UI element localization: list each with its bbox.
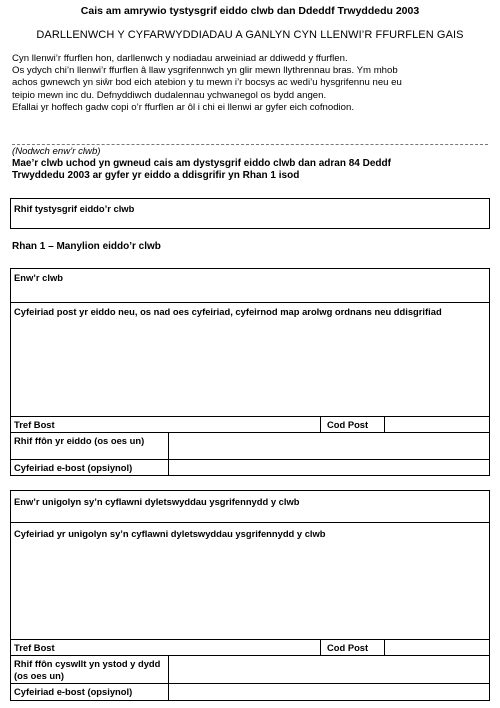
club-name-label: Enw’r clwb [14,272,63,283]
secretary-phone-label: Rhif ffôn cyswllt yn ystod y dydd (os oes un) [14,658,161,681]
email-label: Cyfeiriad e-bost (opsiynol) [14,462,133,473]
email-field[interactable] [168,459,490,476]
post-town-label: Tref Bost [14,419,55,430]
secretary-name-field[interactable] [10,490,490,523]
instruction-line: teipio mewn inc du. Defnyddiwch dudalennau ychwanegol os bydd angen. [12,89,327,101]
secretary-postcode-label: Cod Post [327,642,369,653]
premises-address-field[interactable] [10,302,490,417]
club-name-field[interactable] [10,268,490,303]
secretary-email-label-cell [10,683,169,701]
certificate-number-label: Rhif tystysgrif eiddo’r clwb [14,203,135,214]
post-town-field[interactable] [10,416,321,433]
declaration-line: Mae’r clwb uchod yn gwneud cais am dystysgrif eiddo clwb dan adran 84 Deddf [12,158,391,169]
phone-label: Rhif ffôn yr eiddo (os oes un) [14,435,145,446]
postcode-label-cell [320,416,385,433]
secretary-email-field[interactable] [168,683,490,701]
secretary-post-town-label: Tref Bost [14,642,55,653]
instructions-heading: DARLLENWCH Y CYFARWYDDIADAU A GANLYN CYN LLENWI’R FFURFLEN GAIS [36,29,464,41]
secretary-postcode-field[interactable] [384,639,490,656]
secretary-address-field[interactable] [10,522,490,640]
postcode-field[interactable] [384,416,490,433]
secretary-phone-label-cell [10,655,169,684]
club-name-dotted-line[interactable] [12,144,488,145]
declaration-line: Trwyddedu 2003 ar gyfer yr eiddo a ddisgrifir yn Rhan 1 isod [12,170,300,181]
phone-label-cell [10,432,169,460]
certificate-number-field[interactable] [10,198,490,229]
form-title: Cais am amrywio tystysgrif eiddo clwb dan Ddeddf Trwyddedu 2003 [80,5,420,17]
instruction-line: Efallai yr hoffech gadw copi o’r ffurflen ar ôl i chi ei llenwi ar gyfer eich cofnodion. [12,101,355,113]
secretary-address-label: Cyfeiriad yr unigolyn sy’n cyflawni dyletswyddau ysgrifennydd y clwb [14,528,326,539]
secretary-postcode-label-cell [320,639,385,656]
part1-heading: Rhan 1 – Manylion eiddo’r clwb [12,241,161,252]
premises-address-label: Cyfeiriad post yr eiddo neu, os nad oes cyfeiriad, cyfeirnod map arolwg ordnans neu ddisgrifiad [14,306,442,317]
phone-field[interactable] [168,432,490,460]
email-label-cell [10,459,169,476]
instruction-line: achos gwnewch yn siŵr bod eich atebion y tu mewn i’r bocsys ac wedi’u hysgrifennu neu eu [12,77,402,89]
secretary-email-label: Cyfeiriad e-bost (opsiynol) [14,686,133,697]
postcode-label: Cod Post [327,419,369,430]
instruction-line: Os ydych chi’n llenwi’r ffurflen â llaw ysgrifennwch yn glir mewn llythrennau bras. Ym mhob [12,65,398,77]
secretary-post-town-field[interactable] [10,639,321,656]
instructions-text [12,53,490,114]
instruction-line: Cyn llenwi’r ffurflen hon, darllenwch y nodiadau arweiniad ar ddiwedd y ffurflen. [12,53,348,64]
secretary-name-label: Enw’r unigolyn sy’n cyflawni dyletswyddau ysgrifennydd y clwb [14,496,300,507]
club-name-note: (Nodwch enw’r clwb) [12,146,101,157]
secretary-phone-field[interactable] [168,655,490,684]
declaration-text [12,158,490,182]
